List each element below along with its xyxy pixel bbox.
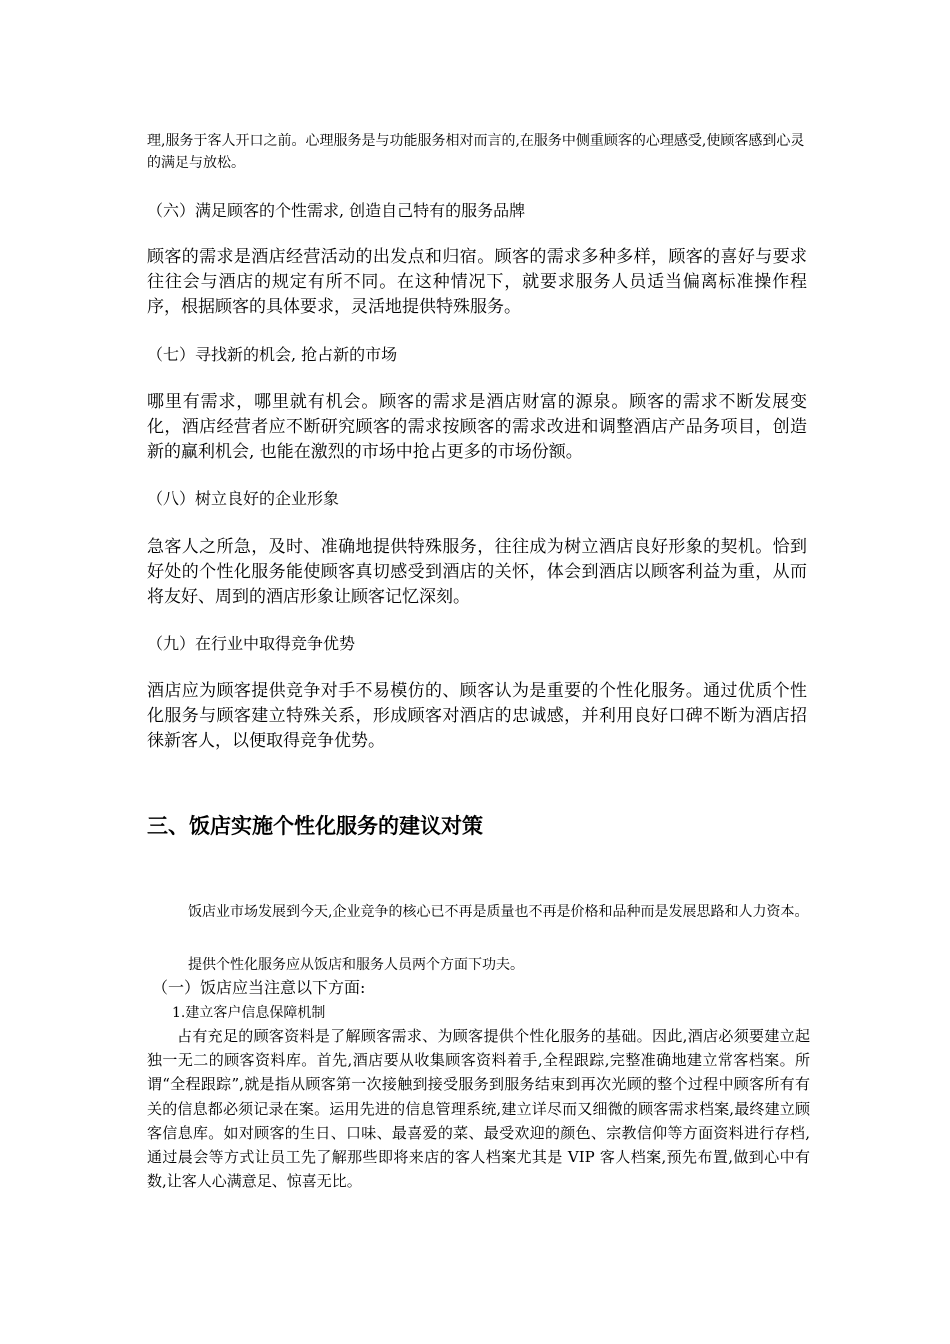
subsection-heading-1-1: 1.建立客户信息保障机制 [172, 1005, 326, 1021]
section-body-7: 哪里有需求，哪里就有机会。顾客的需求是酒店财富的源泉。顾客的需求不断发展变化，酒店经营者应不断研究顾客的需求按顾客的需求改进和调整酒店产品务项目，创造新的赢利机会, 也能在激烈的市场中抢占更多的市场份额。 [147, 392, 807, 462]
subsection-heading-1: （一）饭店应当注意以下方面: [152, 978, 366, 997]
chapter-title: 三、饭店实施个性化服务的建议对策 [147, 814, 483, 838]
section-heading-7: （七）寻找新的机会, 抢占新的市场 [147, 345, 398, 364]
section-heading-6: （六）满足顾客的个性需求, 创造自己特有的服务品牌 [147, 201, 526, 220]
chapter-paragraph-1: 饭店业市场发展到今天,企业竞争的核心已不再是质量也不再是价格和品种而是发展思路和人力资本。 [188, 904, 809, 920]
section-heading-8: （八）树立良好的企业形象 [147, 489, 340, 508]
chapter-paragraph-3: 占有充足的顾客资料是了解顾客需求、为顾客提供个性化服务的基础。因此,酒店必须要建立起独一无二的顾客资料库。首先,酒店要从收集顾客资料着手,全程跟踪,完整准确地建立常客档案。所谓“全程跟踪”,就是指从顾客第一次接触到接受服务到服务结束到再次光顾的整个过程中顾客所有有关的信息都必须记录在案。运用先进的信息管理系统,建立详尽而又细微的顾客需求档案,最终建立顾客信息库。如对顾客的生日、口味、最喜爱的菜、最受欢迎的颜色、宗教信仰等方面资料进行存档,通过晨会等方式让员工先了解那些即将来店的客人档案尤其是 VIP 客人档案,预先布置,做到心中有数,让客人心满意足、惊喜无比。 [147, 1027, 810, 1191]
intro-paragraph: 理,服务于客人开口之前。心理服务是与功能服务相对而言的,在服务中侧重顾客的心理感受,使顾客感到心灵的满足与放松。 [147, 133, 805, 171]
section-body-6: 顾客的需求是酒店经营活动的出发点和归宿。顾客的需求多种多样，顾客的喜好与要求往往会与酒店的规定有所不同。在这种情况下，就要求服务人员适当偏离标准操作程序，根据顾客的具体要求，灵活地提供特殊服务。 [147, 247, 807, 317]
section-heading-9: （九）在行业中取得竞争优势 [147, 634, 356, 653]
section-body-8: 急客人之所急，及时、准确地提供特殊服务，往往成为树立酒店良好形象的契机。恰到好处的个性化服务能使顾客真切感受到酒店的关怀，体会到酒店以顾客利益为重，从而将友好、周到的酒店形象让顾客记忆深刻。 [147, 537, 807, 607]
chapter-paragraph-2: 提供个性化服务应从饭店和服务人员两个方面下功夫。 [188, 957, 524, 973]
section-body-9: 酒店应为顾客提供竞争对手不易模仿的、顾客认为是重要的个性化服务。通过优质个性化服务与顾客建立特殊关系，形成顾客对酒店的忠诚感，并利用良好口碑不断为酒店招徕新客人，以便取得竞争优势。 [147, 681, 807, 751]
